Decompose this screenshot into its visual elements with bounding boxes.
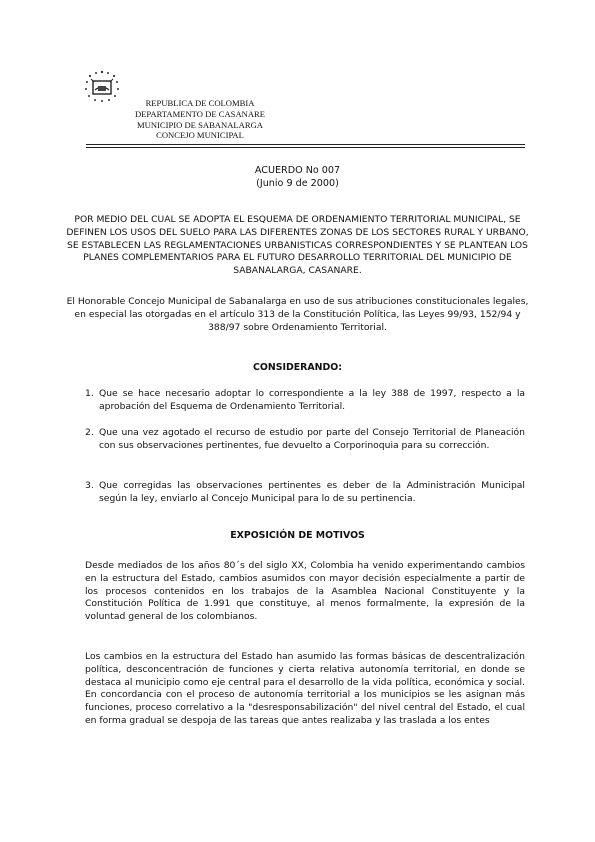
acuerdo-block: [60, 165, 535, 190]
acuerdo-number: ACUERDO No 007: [254, 165, 341, 176]
list-item-number: 2.: [85, 427, 94, 438]
letterhead: [110, 98, 290, 141]
list-item: [85, 480, 525, 506]
letterhead-country: REPUBLICA DE COLOMBIA: [145, 98, 255, 108]
considerando-heading: CONSIDERANDO:: [253, 362, 342, 373]
list-item-text: Que corregidas las observaciones pertinentes es deber de la Administración Municipal según la ley, enviarlo al Concejo Municipal para lo de su pertinencia.: [99, 480, 525, 504]
list-item-number: 3.: [85, 480, 94, 491]
body-paragraph: Desde mediados de los años 80´s del siglo XX, Colombia ha venido experimentando cambios en la estructura del Estado, cambios asumidos con mayor decisión especialmente a partir de los procesos contenidos en los trabajos de la Asamblea Nacional Constituyente y la Constitución Política de 1.991 que constituye, al menos formalmente, la expresión de la voluntad general de los colombianos.: [85, 560, 525, 623]
list-item: [85, 388, 525, 414]
header-divider-thin: [86, 147, 525, 148]
document-title: POR MEDIO DEL CUAL SE ADOPTA EL ESQUEMA DE ORDENAMIENTO TERRITORIAL MUNICIPAL, SE DEFINEN LOS USOS DEL SUELO PARA LAS DIFERENTES ZONAS DE LOS SECTORES RURAL Y URBANO, SE ESTABLECEN LAS REGLAMENTACIONES URBANISTICAS CORRESPONDIENTES Y SE PLANTEAN LOS PLANES COMPLEMENTARIOS PARA EL FUTURO DESARROLLO TERRITORIAL DEL MUNICIPIO DE SABANALARGA, CASANARE.: [66, 214, 529, 277]
list-item-text: Que una vez agotado el recurso de estudio por parte del Consejo Territorial de Planeación con sus observaciones pertinentes, fue devuelto a Corporinoquia para su corrección.: [99, 427, 525, 451]
exposicion-heading: EXPOSICIÓN DE MOTIVOS: [230, 530, 365, 541]
list-item-text: Que se hace necesario adoptar lo correspondiente a la ley 388 de 1997, respecto a la aprobación del Esquema de Ordenamiento Territorial.: [99, 388, 525, 412]
intro-paragraph: El Honorable Concejo Municipal de Sabanalarga en uso de sus atribuciones constitucionales legales, en especial las otorgadas en el artículo 313 de la Constitución Política, las Leyes 99/93, 152/94 y 388/97 sobre Ordenamiento Territorial.: [66, 296, 529, 333]
letterhead-council: CONCEJO MUNICIPAL: [156, 130, 244, 141]
acuerdo-date: (Junio 9 de 2000): [256, 177, 339, 189]
body-paragraph: Los cambios en la estructura del Estado han asumido las formas básicas de descentralización política, desconcentración de funciones y cierta relativa autonomía territorial, en donde se destaca al municipio como eje central para el desarrollo de la vida política, económica y social. En concordancia con el proceso de autonomía territorial a los municipios se les asignan más funciones, proceso correlativo a la "desresponsabilización" del nivel central del Estado, el cual en forma gradual se despoja de las tareas que antes realizaba y las traslada a los entes: [85, 651, 525, 726]
letterhead-municipality: MUNICIPIO DE SABANALARGA: [136, 119, 264, 130]
letterhead-department: DEPARTAMENTO DE CASANARE: [134, 108, 266, 119]
list-item: [85, 427, 525, 453]
list-item-number: 1.: [85, 388, 94, 399]
header-divider-thick: [86, 144, 525, 145]
